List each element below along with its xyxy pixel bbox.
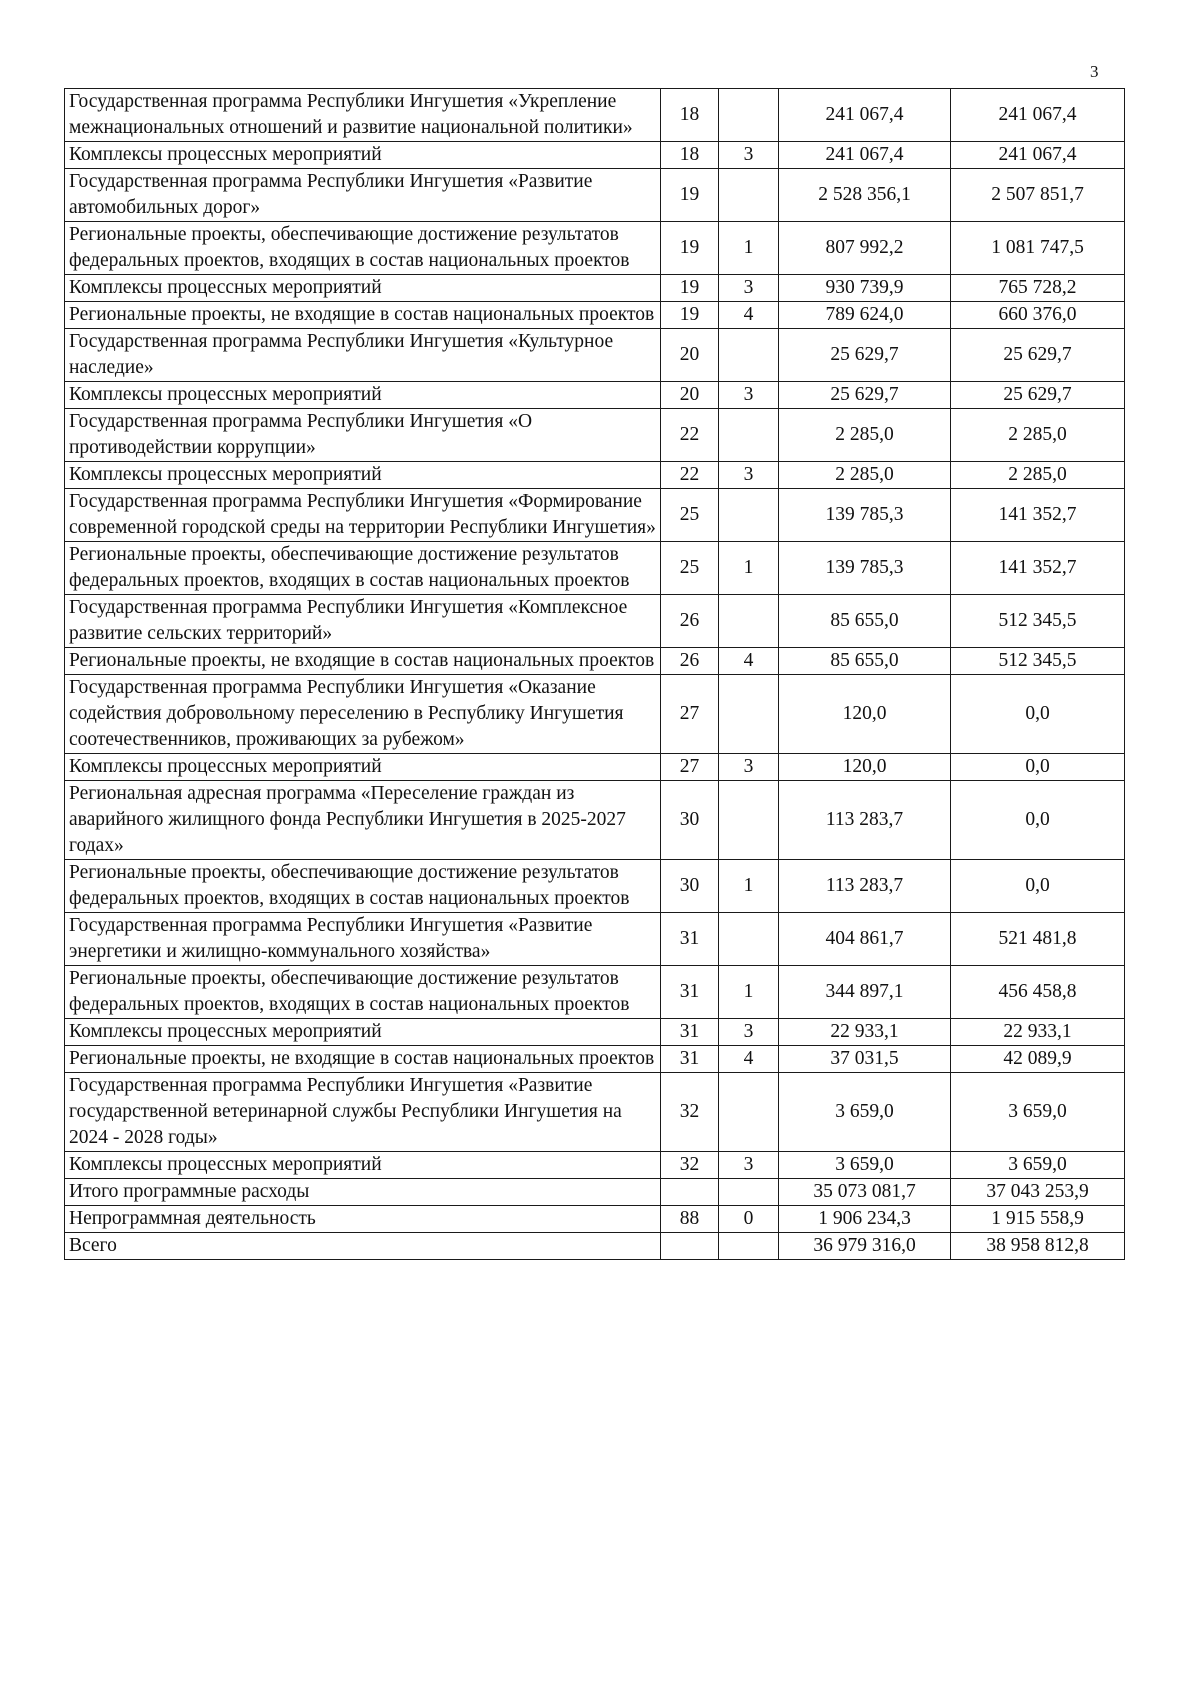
amount-year-1: 25 629,7: [779, 329, 951, 382]
amount-year-2: 2 507 851,7: [951, 169, 1125, 222]
program-code: 22: [661, 409, 719, 462]
program-code: 30: [661, 860, 719, 913]
amount-year-1: 241 067,4: [779, 89, 951, 142]
subprogram-code: 3: [719, 1152, 779, 1179]
table-row: [65, 913, 1125, 966]
subprogram-code: 4: [719, 1046, 779, 1073]
amount-year-2: 0,0: [951, 860, 1125, 913]
row-name: Государственная программа Республики Ингушетия «Оказание содействия добровольному переселению в Республику Ингушетия соотечественников, проживающих за рубежом»: [65, 675, 661, 754]
amount-year-1: 404 861,7: [779, 913, 951, 966]
amount-year-2: 1 915 558,9: [951, 1206, 1125, 1233]
program-code: 88: [661, 1206, 719, 1233]
row-name: Региональные проекты, обеспечивающие достижение результатов федеральных проектов, входящих в состав национальных проектов: [65, 860, 661, 913]
table-row: [65, 966, 1125, 1019]
amount-year-1: 113 283,7: [779, 781, 951, 860]
program-code: 19: [661, 169, 719, 222]
amount-year-2: 0,0: [951, 754, 1125, 781]
amount-year-2: 22 933,1: [951, 1019, 1125, 1046]
program-code: 26: [661, 648, 719, 675]
amount-year-1: 344 897,1: [779, 966, 951, 1019]
subprogram-code: [719, 169, 779, 222]
page-number: 3: [1090, 62, 1099, 81]
amount-year-1: 22 933,1: [779, 1019, 951, 1046]
table-row: [65, 1206, 1125, 1233]
amount-year-2: 765 728,2: [951, 275, 1125, 302]
program-code: 32: [661, 1073, 719, 1152]
amount-year-1: 789 624,0: [779, 302, 951, 329]
subprogram-code: 3: [719, 1019, 779, 1046]
table-row: [65, 1233, 1125, 1260]
amount-year-1: 85 655,0: [779, 595, 951, 648]
program-code: 31: [661, 913, 719, 966]
program-code: 25: [661, 542, 719, 595]
amount-year-1: 139 785,3: [779, 489, 951, 542]
row-name: Комплексы процессных мероприятий: [65, 462, 661, 489]
row-name: Региональные проекты, обеспечивающие достижение результатов федеральных проектов, входящих в состав национальных проектов: [65, 222, 661, 275]
table-row: [65, 542, 1125, 595]
program-code: 18: [661, 142, 719, 169]
amount-year-1: 120,0: [779, 675, 951, 754]
table-row: [65, 409, 1125, 462]
table-row: [65, 142, 1125, 169]
table-row: [65, 595, 1125, 648]
budget-table: [64, 88, 1125, 1260]
subprogram-code: 3: [719, 462, 779, 489]
table-row: [65, 1019, 1125, 1046]
program-code: 31: [661, 966, 719, 1019]
amount-year-1: 120,0: [779, 754, 951, 781]
amount-year-1: 930 739,9: [779, 275, 951, 302]
program-code: [661, 1233, 719, 1260]
row-name: Государственная программа Республики Ингушетия «Развитие энергетики и жилищно-коммунального хозяйства»: [65, 913, 661, 966]
table-row: [65, 302, 1125, 329]
subprogram-code: 4: [719, 648, 779, 675]
program-code: 20: [661, 382, 719, 409]
program-code: 20: [661, 329, 719, 382]
row-name: Региональные проекты, обеспечивающие достижение результатов федеральных проектов, входящих в состав национальных проектов: [65, 966, 661, 1019]
table-row: [65, 860, 1125, 913]
row-name: Комплексы процессных мероприятий: [65, 754, 661, 781]
subprogram-code: [719, 89, 779, 142]
table-row: [65, 1179, 1125, 1206]
amount-year-2: 512 345,5: [951, 595, 1125, 648]
row-name: Государственная программа Республики Ингушетия «Культурное наследие»: [65, 329, 661, 382]
subprogram-code: 3: [719, 142, 779, 169]
row-name: Государственная программа Республики Ингушетия «Укрепление межнациональных отношений и развитие национальной политики»: [65, 89, 661, 142]
row-name: Региональные проекты, обеспечивающие достижение результатов федеральных проектов, входящих в состав национальных проектов: [65, 542, 661, 595]
amount-year-2: 0,0: [951, 675, 1125, 754]
program-code: 31: [661, 1046, 719, 1073]
amount-year-1: 3 659,0: [779, 1152, 951, 1179]
subprogram-code: 1: [719, 966, 779, 1019]
amount-year-2: 521 481,8: [951, 913, 1125, 966]
table-row: [65, 329, 1125, 382]
table-body: [65, 89, 1125, 1260]
program-code: 32: [661, 1152, 719, 1179]
amount-year-2: 0,0: [951, 781, 1125, 860]
amount-year-1: 2 528 356,1: [779, 169, 951, 222]
amount-year-2: 3 659,0: [951, 1073, 1125, 1152]
subprogram-code: 3: [719, 275, 779, 302]
row-name: Итого программные расходы: [65, 1179, 661, 1206]
table-row: [65, 275, 1125, 302]
amount-year-2: 241 067,4: [951, 142, 1125, 169]
amount-year-1: 37 031,5: [779, 1046, 951, 1073]
row-name: Всего: [65, 1233, 661, 1260]
amount-year-2: 38 958 812,8: [951, 1233, 1125, 1260]
subprogram-code: 4: [719, 302, 779, 329]
amount-year-1: 3 659,0: [779, 1073, 951, 1152]
subprogram-code: 1: [719, 860, 779, 913]
amount-year-2: 25 629,7: [951, 382, 1125, 409]
row-name: Региональные проекты, не входящие в состав национальных проектов: [65, 302, 661, 329]
row-name: Государственная программа Республики Ингушетия «Формирование современной городской среды на территории Республики Ингушетия»: [65, 489, 661, 542]
amount-year-2: 660 376,0: [951, 302, 1125, 329]
table-row: [65, 169, 1125, 222]
amount-year-2: 141 352,7: [951, 489, 1125, 542]
program-code: 26: [661, 595, 719, 648]
program-code: 27: [661, 675, 719, 754]
program-code: 19: [661, 302, 719, 329]
table-row: [65, 675, 1125, 754]
row-name: Государственная программа Республики Ингушетия «О противодействии коррупции»: [65, 409, 661, 462]
subprogram-code: 1: [719, 222, 779, 275]
amount-year-1: 2 285,0: [779, 409, 951, 462]
program-code: 22: [661, 462, 719, 489]
subprogram-code: [719, 675, 779, 754]
row-name: Непрограммная деятельность: [65, 1206, 661, 1233]
subprogram-code: 1: [719, 542, 779, 595]
table-row: [65, 222, 1125, 275]
amount-year-1: 36 979 316,0: [779, 1233, 951, 1260]
row-name: Комплексы процессных мероприятий: [65, 142, 661, 169]
row-name: Региональная адресная программа «Переселение граждан из аварийного жилищного фонда Республики Ингушетия в 2025-2027 годах»: [65, 781, 661, 860]
amount-year-1: 25 629,7: [779, 382, 951, 409]
subprogram-code: [719, 329, 779, 382]
program-code: 31: [661, 1019, 719, 1046]
subprogram-code: 3: [719, 754, 779, 781]
row-name: Комплексы процессных мероприятий: [65, 382, 661, 409]
subprogram-code: 3: [719, 382, 779, 409]
table-row: [65, 382, 1125, 409]
amount-year-1: 241 067,4: [779, 142, 951, 169]
row-name: Региональные проекты, не входящие в состав национальных проектов: [65, 648, 661, 675]
row-name: Государственная программа Республики Ингушетия «Комплексное развитие сельских территорий»: [65, 595, 661, 648]
amount-year-2: 25 629,7: [951, 329, 1125, 382]
table-row: [65, 781, 1125, 860]
row-name: Комплексы процессных мероприятий: [65, 1152, 661, 1179]
row-name: Региональные проекты, не входящие в состав национальных проектов: [65, 1046, 661, 1073]
subprogram-code: [719, 595, 779, 648]
program-code: [661, 1179, 719, 1206]
amount-year-1: 2 285,0: [779, 462, 951, 489]
table-row: [65, 1073, 1125, 1152]
amount-year-2: 456 458,8: [951, 966, 1125, 1019]
table-row: [65, 89, 1125, 142]
row-name: Государственная программа Республики Ингушетия «Развитие автомобильных дорог»: [65, 169, 661, 222]
subprogram-code: [719, 489, 779, 542]
table-row: [65, 754, 1125, 781]
amount-year-1: 139 785,3: [779, 542, 951, 595]
program-code: 19: [661, 222, 719, 275]
amount-year-2: 42 089,9: [951, 1046, 1125, 1073]
amount-year-1: 1 906 234,3: [779, 1206, 951, 1233]
amount-year-2: 2 285,0: [951, 409, 1125, 462]
amount-year-1: 807 992,2: [779, 222, 951, 275]
program-code: 19: [661, 275, 719, 302]
subprogram-code: 0: [719, 1206, 779, 1233]
amount-year-1: 113 283,7: [779, 860, 951, 913]
row-name: Комплексы процессных мероприятий: [65, 275, 661, 302]
amount-year-1: 35 073 081,7: [779, 1179, 951, 1206]
table-row: [65, 489, 1125, 542]
table-row: [65, 1046, 1125, 1073]
subprogram-code: [719, 913, 779, 966]
amount-year-2: 2 285,0: [951, 462, 1125, 489]
row-name: Государственная программа Республики Ингушетия «Развитие государственной ветеринарной службы Республики Ингушетия на 2024 - 2028 годы»: [65, 1073, 661, 1152]
subprogram-code: [719, 1073, 779, 1152]
subprogram-code: [719, 409, 779, 462]
table-row: [65, 1152, 1125, 1179]
amount-year-2: 141 352,7: [951, 542, 1125, 595]
subprogram-code: [719, 1233, 779, 1260]
subprogram-code: [719, 1179, 779, 1206]
amount-year-1: 85 655,0: [779, 648, 951, 675]
amount-year-2: 37 043 253,9: [951, 1179, 1125, 1206]
amount-year-2: 241 067,4: [951, 89, 1125, 142]
program-code: 30: [661, 781, 719, 860]
program-code: 27: [661, 754, 719, 781]
row-name: Комплексы процессных мероприятий: [65, 1019, 661, 1046]
amount-year-2: 3 659,0: [951, 1152, 1125, 1179]
program-code: 18: [661, 89, 719, 142]
amount-year-2: 1 081 747,5: [951, 222, 1125, 275]
subprogram-code: [719, 781, 779, 860]
table-row: [65, 648, 1125, 675]
program-code: 25: [661, 489, 719, 542]
table-row: [65, 462, 1125, 489]
amount-year-2: 512 345,5: [951, 648, 1125, 675]
